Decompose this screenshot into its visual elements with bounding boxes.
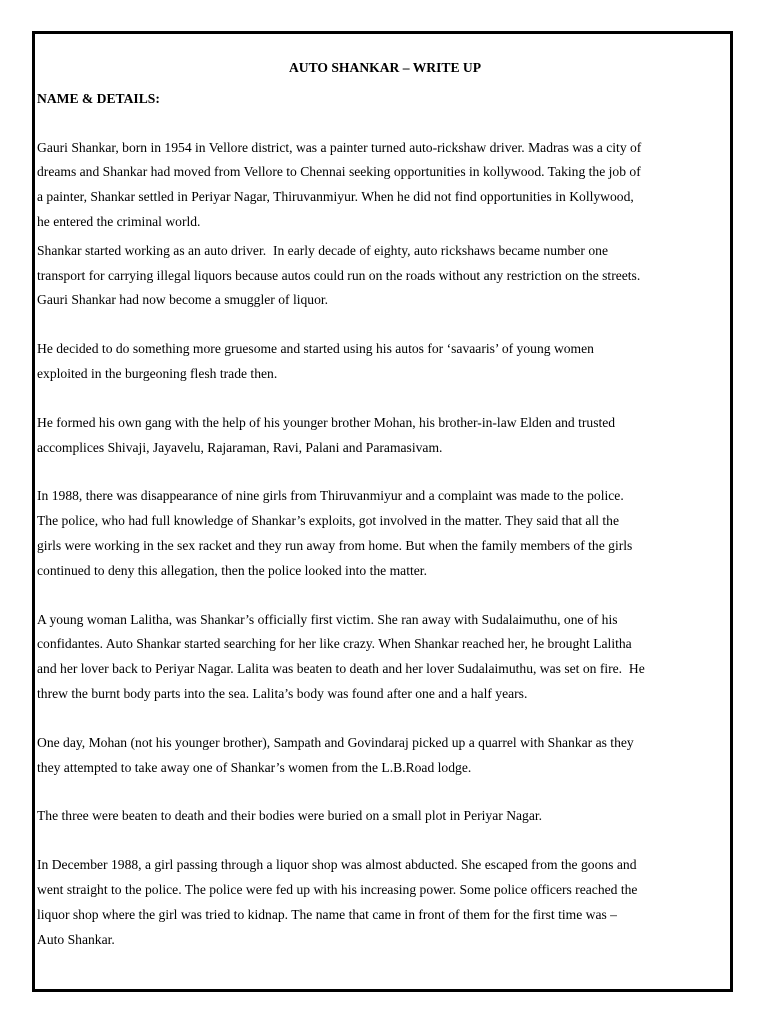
section-heading: NAME & DETAILS: xyxy=(37,90,160,106)
paragraph-line: A young woman Lalitha, was Shankar’s officially first victim. She ran away with Sudalaimuthu, one of his xyxy=(37,611,618,627)
paragraph-line: He formed his own gang with the help of his younger brother Mohan, his brother-in-law Elden and trusted xyxy=(37,414,616,430)
paragraph-line: He decided to do something more gruesome and started using his autos for ‘savaaris’ of young women xyxy=(37,341,594,357)
paragraph-line: continued to deny this allegation, then the police looked into the matter. xyxy=(37,562,427,578)
document-body xyxy=(37,56,733,952)
paragraph xyxy=(37,484,733,583)
paragraph xyxy=(37,608,733,707)
paragraph-line: went straight to the police. The police were fed up with his increasing power. Some police officers reached the xyxy=(37,881,638,897)
paragraph-line: he entered the criminal world. xyxy=(37,213,201,229)
document-title: AUTO SHANKAR – WRITE UP xyxy=(288,60,482,75)
paragraph-line: transport for carrying illegal liquors because autos could run on the roads without any restriction on the streets. xyxy=(37,267,641,283)
paragraph xyxy=(37,239,733,313)
paragraph xyxy=(37,411,733,461)
paragraph xyxy=(37,853,733,952)
paragraph-line: One day, Mohan (not his younger brother), Sampath and Govindaraj picked up a quarrel with Shankar as they xyxy=(37,734,634,750)
paragraph-line: Gauri Shankar, born in 1954 in Vellore district, was a painter turned auto-rickshaw driver. Madras was a city of xyxy=(37,139,642,155)
paragraph-line: liquor shop where the girl was tried to kidnap. The name that came in front of them for the first time was – xyxy=(37,906,617,922)
paragraph-line: accomplices Shivaji, Jayavelu, Rajaraman, Ravi, Palani and Paramasivam. xyxy=(37,439,443,455)
paragraph-line: exploited in the burgeoning flesh trade then. xyxy=(37,365,278,381)
paragraph-line: Gauri Shankar had now become a smuggler of liquor. xyxy=(37,292,329,308)
paragraph xyxy=(37,337,733,387)
paragraph xyxy=(37,804,733,829)
paragraph-line: Shankar started working as an auto driver. In early decade of eighty, auto rickshaws became number one xyxy=(37,242,608,258)
paragraph xyxy=(37,731,733,781)
paragraph-line: threw the burnt body parts into the sea. Lalita’s body was found after one and a half years. xyxy=(37,685,528,701)
paragraph-list xyxy=(37,136,733,953)
paragraph-line: and her lover back to Periyar Nagar. Lalita was beaten to death and her lover Sudalaimuthu, was set on fire. He xyxy=(37,661,645,677)
paragraph-line: Auto Shankar. xyxy=(37,931,115,947)
paragraph-line: The police, who had full knowledge of Shankar’s exploits, got involved in the matter. They said that all the xyxy=(37,513,620,529)
paragraph-line: In December 1988, a girl passing through a liquor shop was almost abducted. She escaped from the goons and xyxy=(37,857,637,873)
paragraph-line: In 1988, there was disappearance of nine girls from Thiruvanmiyur and a complaint was made to the police. xyxy=(37,488,624,504)
paragraph-line: The three were beaten to death and their bodies were buried on a small plot in Periyar Nagar. xyxy=(37,808,543,824)
paragraph-line: confidantes. Auto Shankar started searching for her like crazy. When Shankar reached her, he brought Lalitha xyxy=(37,636,632,652)
paragraph-line: dreams and Shankar had moved from Vellore to Chennai seeking opportunities in kollywood. Taking the job of xyxy=(37,164,641,180)
paragraph-line: they attempted to take away one of Shankar’s women from the L.B.Road lodge. xyxy=(37,759,472,775)
paragraph xyxy=(37,136,733,235)
paragraph-line: a painter, Shankar settled in Periyar Nagar, Thiruvanmiyur. When he did not find opportunities in Kollywood, xyxy=(37,189,634,205)
paragraph-line: girls were working in the sex racket and they run away from home. But when the family members of the girls xyxy=(37,537,633,553)
